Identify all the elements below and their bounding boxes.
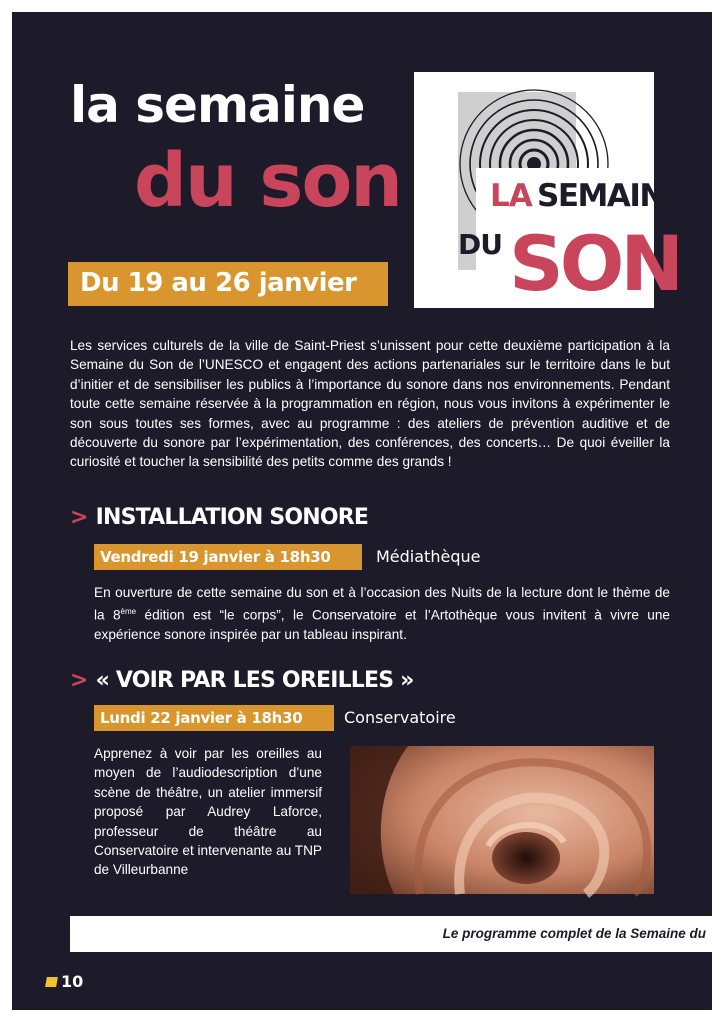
- event-place: Médiathèque: [376, 547, 481, 566]
- footer-text: Le programme complet de la Semaine du: [442, 926, 706, 941]
- logo-text-du: DU: [458, 228, 502, 261]
- event-date-text: Vendredi 19 janvier à 18h30: [100, 548, 331, 566]
- voir-description: Apprenez à voir par les oreilles au moyen de l’audiodescription d’une scène de théâtre, un atelier immersif proposé par Audrey Laforce, professeur de théâtre au Conservatoire et intervenante au TNP de Villeurbanne: [94, 746, 322, 878]
- event-date-badge: [94, 705, 334, 731]
- page: [12, 12, 712, 1010]
- section-title-text: « VOIR PAR LES OREILLES »: [95, 668, 414, 693]
- section-title-text: INSTALLATION SONORE: [95, 505, 369, 530]
- logo-text-la: LA: [490, 178, 532, 214]
- date-banner-text: Du 19 au 26 janvier: [80, 268, 357, 298]
- intro-paragraph: Les services culturels de la ville de Saint-Priest s’unissent pour cette deuxième participation à la Semaine du Son de l’UNESCO et engagent des actions partenariales sur le territoire dans le but d’initier et de sensibiliser les publics à l’importance du sonore dans nos environnements. Pendant toute cette semaine réservée à la programmation en région, nous vous invitons à expérimenter le son sous toutes ses formes, avec au programme : des ateliers de prévention auditive et de découverte du sonore par l’expérimentation, des conférences, des concerts… De quoi éveiller la curiosité et toucher la sensibilité des petits comme des grands !: [70, 338, 670, 470]
- semaine-du-son-logo: [414, 72, 684, 308]
- section-arrow: >: [70, 668, 88, 693]
- section-title-voir-par-les-oreilles: [70, 668, 414, 693]
- event-date-text: Lundi 22 janvier à 18h30: [100, 709, 303, 727]
- page-number-text: 10: [61, 972, 84, 991]
- title-line-2: du son: [134, 138, 401, 224]
- event-place: Conservatoire: [344, 708, 456, 727]
- section-title-installation: [70, 505, 368, 530]
- logo-text-son: SON: [509, 219, 680, 308]
- section-arrow: >: [70, 505, 88, 530]
- footer-band: [70, 916, 712, 952]
- logo-text-semaine: SEMAINE: [537, 178, 684, 214]
- title-line-1: la semaine: [70, 76, 365, 134]
- ear-photo: [350, 746, 654, 894]
- date-banner: [68, 262, 388, 306]
- page-mark-icon: [45, 977, 58, 987]
- installation-description: En ouverture de cette semaine du son et à l’occasion des Nuits de la lecture dont le thème de la 8ème édition est “le corps”, le Conservatoire et l’Artothèque vous invitent à vivre une expérience sonore inspirée par un tableau inspirant.: [94, 585, 670, 643]
- logo-graphic: [414, 72, 684, 308]
- event-date-badge: [94, 544, 362, 570]
- page-number: [46, 972, 83, 991]
